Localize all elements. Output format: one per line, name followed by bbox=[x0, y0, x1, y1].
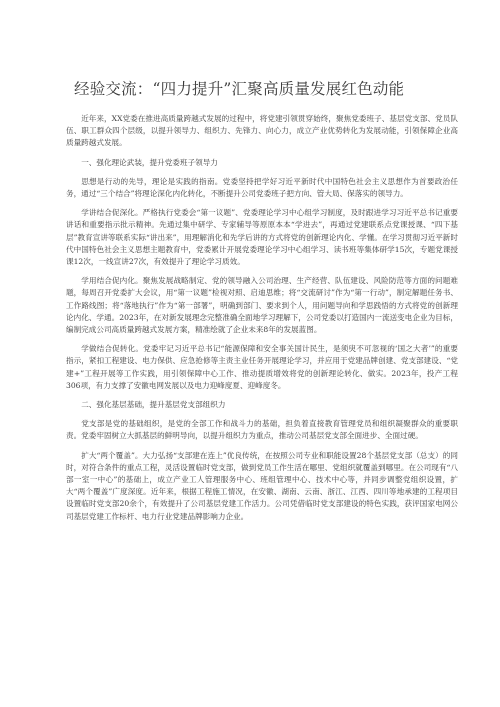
document-body bbox=[66, 113, 458, 523]
body-paragraph: 学做结合促转化。党委牢记习近平总书记“能源保障和安全事关国计民生，是须臾不可忽视的‘国之大者’”的重要指示，紧扣工程建设、电力保供、应急抢修等主责主业任务开展理论学习，并应用于党建品牌创建、党支部建设、“党建+”工程开展等工作实践，用引领保障中心工作、推动提质增效将党的创新理论转化、做实。2023年，投产工程306项，有力支撑了安徽电网发展以及电力迎峰度夏、迎峰度冬。 bbox=[66, 344, 458, 390]
body-paragraph: 党支部是党的基础组织，是党的全部工作和战斗力的基础，担负着直接教育管理党员和组织凝聚群众的重要职责。党委牢固树立大抓基层的鲜明导向，以提升组织力为重点，推动公司基层党支部全面进步、全面过硬。 bbox=[66, 419, 458, 441]
section-heading: 一、强化理论武装，提升党委班子领导力 bbox=[81, 157, 218, 167]
body-paragraph: 学讲结合促深化。严格执行党委会“第一议题”、党委理论学习中心组学习制度，及时跟进学习习近平总书记重要讲话和重要指示批示精神。先通过集中研学、专家辅导等原原本本“学进去”，再通过党建联系点党课授课、“四下基层”教育宣讲等联系实际“讲出来”，用理解消化和先学后讲的方式将党的创新理论内化、学懂。在学习贯彻习近平新时代中国特色社会主义思想主题教育中，党委累计开展党委理论学习中心组学习、读书班等集体研学15次，专题党课授课12次，一线宣讲27次，有效提升了理论学习质效。 bbox=[66, 208, 458, 267]
body-paragraph: 学用结合促内化。聚焦发展战略制定、党的领导融入公司治理、生产经营、队伍建设、风险防范等方面的问题难题，每周召开党委扩大会议，用“第一议题”检视对照、启迪思维；将“交流研讨”作为“第一行动”，制定解题任务书、工作路线图；将“落地执行”作为“第一部署”，明确到部门、要求到个人，用问题导向和学思践悟的方式将党的创新理论内化、学通。2023年，在对新发展理念完整准确全面地学习理解下，公司党委以打造国内一流送变电企业为目标，编制完成公司高质量跨越式发展方案，精准绘就了企业未来8年的发展蓝图。 bbox=[66, 276, 458, 335]
page-title: 经验交流：“四力提升”汇聚高质量发展红色动能 bbox=[74, 80, 405, 98]
body-paragraph: 思想是行动的先导，理论是实践的指南。党委坚持把学好习近平新时代中国特色社会主义思想作为首要政治任务，通过“三个结合”将理论深化内化转化，不断提升公司党委班子把方向、管大局、保落实的领导力。 bbox=[66, 176, 458, 199]
section-heading: 二、强化基层基础，提升基层党支部组织力 bbox=[81, 400, 226, 410]
body-paragraph: 近年来，XX党委在推进高质量跨越式发展的过程中，将党建引领贯穿始终，聚焦党委班子、基层党支部、党员队伍、职工群众四个层级，以提升领导力、组织力、先锋力、向心力，成立产业优势转化为发展动能，引领保障企业高质量跨越式发展。 bbox=[66, 114, 458, 148]
body-paragraph: 扩大“两个覆盖”。大力弘扬“支部建在连上”优良传统，在按照公司专业和职能设置28个基层党支部（总支）的同时，对符合条件的重点工程，灵活设置临时党支部，做到党员工作生活在哪里、党组织就覆盖到哪里。在公司现有“八部一室一中心”的基础上，成立产业工人管理服务中心、班组管理中心、技术中心等，并同步调整党组织设置，扩大“两个覆盖”广度深度。近年来，根据工程施工情况，在安徽、湖南、云南、浙江、江西、四川等地承建的工程项目设置临时党支部20余个，有效提升了公司基层党建工作活力。公司凭借临时党支部建设的特色实践，获评国家电网公司基层党建工作标杆、电力行业党建品牌影响力企业。 bbox=[66, 450, 458, 521]
